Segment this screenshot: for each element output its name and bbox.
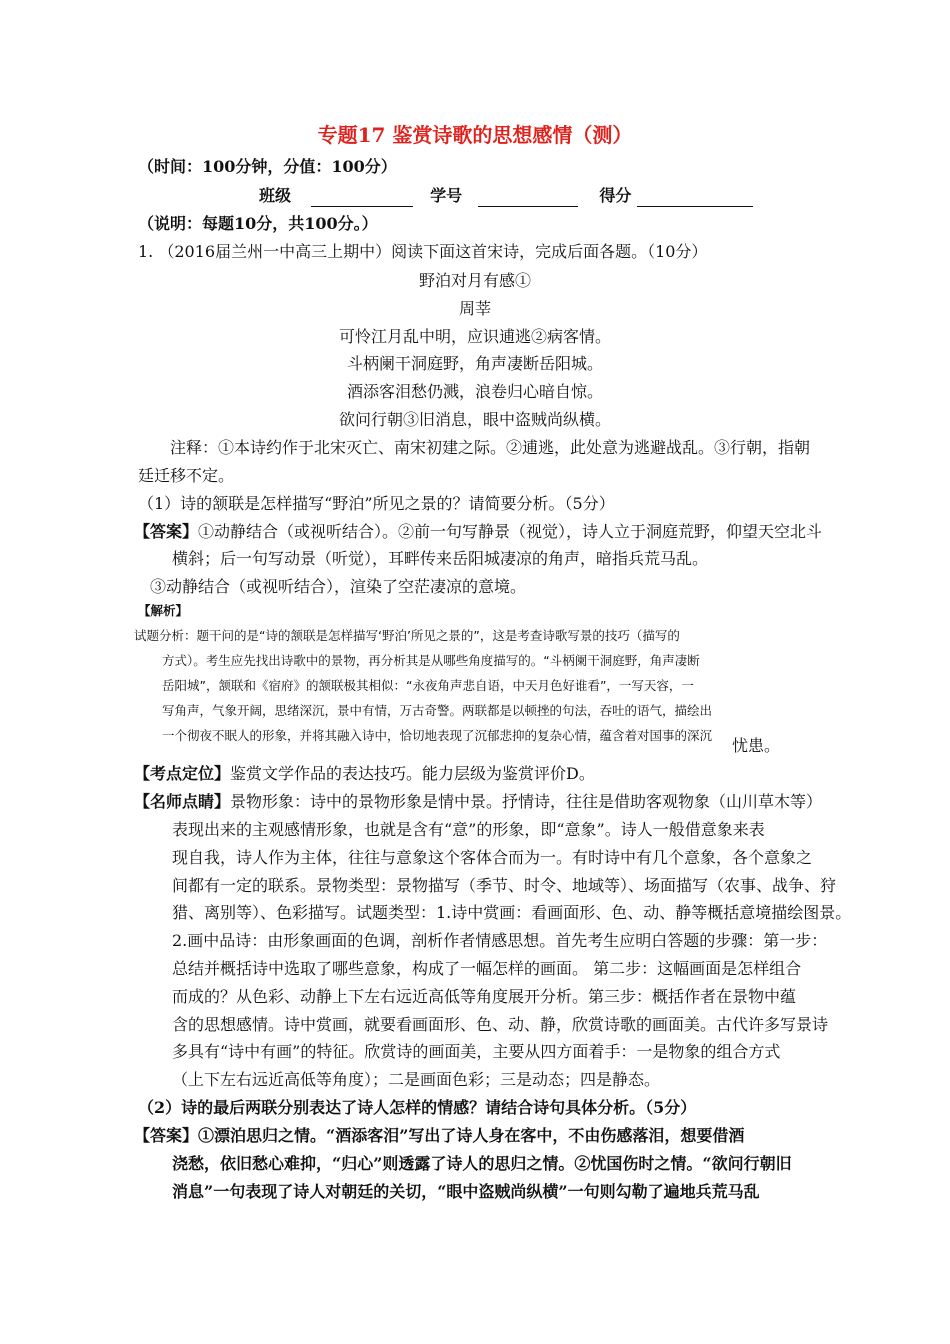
score-blank[interactable] [637,190,753,207]
class-label: 班级 [259,186,292,205]
mingshi-line: 间都有一定的联系。景物类型：景物描写（季节、时令、地域等）、场面描写（农事、战争、狩 [172,876,837,895]
answer-tag: 【答案】 [134,522,199,541]
mingshi-line: 总结并概括诗中选取了哪些意象，构成了一幅怎样的画面。 第二步：这幅画面是怎样组合 [172,959,802,978]
q1-intro: 1. （2016届兰州一中高三上期中）阅读下面这首宋诗，完成后面各题。（10分） [138,242,708,261]
student-info-row [259,185,753,207]
mingshi-line: 含的思想感情。诗中赏画，就要看画面形、色、动、静，欣赏诗歌的画面美。古代许多写景诗 [172,1015,829,1034]
sub2-question: （2）诗的最后两联分别表达了诗人怎样的情感？请结合诗句具体分析。（5分） [138,1098,697,1117]
mingshi-line: 而成的？从色彩、动静上下左右远近高低等角度展开分析。第三步：概括作者在景物中蕴 [172,987,797,1006]
score-label: 得分 [599,186,632,205]
mingshi [134,791,822,813]
analysis-tag: 【解析】 [138,603,189,618]
poem-line: 可怜江月乱中明，应识逋逃②病客情。 [338,327,611,346]
mingshi-tag: 【名师点睛】 [134,792,231,811]
answer-line: ③动静结合（或视听结合），渲染了空茫凄凉的意境。 [150,577,527,596]
analysis-tail: 忧患。 [732,736,781,755]
mingshi-line: 2.画中品诗：由形象画面的色调，剖析作者情感思想。首先考生应明白答题的步骤：第一步： [172,931,828,950]
mingshi-line: 多具有“诗中有画”的特征。欣赏诗的画面美，主要从四方面着手：一是物象的组合方式 [172,1042,781,1061]
poem-line: 斗柄阑干洞庭野，角声凄断岳阳城。 [346,354,603,373]
mingshi-line: 猎、离别等）、色彩描写。试题类型：1.诗中赏画：看画面形、色、动、静等概括意境描绘图景。 [172,903,852,922]
answer-line: ①动静结合（或视听结合）。②前一句写静景（视觉），诗人立于洞庭荒野，仰望天空北斗 [198,522,823,541]
poem-notes: 廷迁移不定。 [138,466,235,485]
analysis-line: 试题分析：题干问的是“诗的颔联是怎样描写‘野泊’所见之景的”，这是考查诗歌写景的技巧（描写的 [134,628,680,643]
id-blank[interactable] [478,190,578,207]
poem-line: 酒添客泪愁仍溅，浪卷归心暗自惊。 [346,382,603,401]
time-score: （时间：100分钟，分值：100分） [138,157,397,176]
kaodian [134,763,595,785]
sub2-answer [134,1125,744,1147]
poem-title: 野泊对月有感① [418,271,531,290]
answer-tag: 【答案】 [134,1126,199,1145]
poem-author: 周莘 [458,299,491,318]
sub1-answer [134,521,822,543]
mingshi-line: 表现出来的主观感情形象，也就是含有“意”的形象，即“意象”。诗人一般借意象来表 [172,820,765,839]
analysis-line: 写角声，气象开阔，思绪深沉，景中有情，万古奇警。两联都是以顿挫的句法，吞吐的语气，描绘出 [162,703,713,718]
poem-notes: 注释：①本诗约作于北宋灭亡、南宋初建之际。②逋逃，此处意为逃避战乱。③行朝，指朝 [170,438,811,457]
mingshi-line: 景物形象：诗中的景物形象是情中景。抒情诗，往往是借助客观物象（山川草木等） [230,792,823,811]
poem-line: 欲问行朝③旧消息，眼中盗贼尚纵横。 [338,410,611,429]
mingshi-line: 现自我，诗人作为主体，往往与意象这个客体合而为一。有时诗中有几个意象，各个意象之 [172,848,813,867]
answer-line: 浇愁，依旧愁心难抑，“归心”则透露了诗人的思归之情。②忧国伤时之情。“欲问行朝旧 [172,1154,792,1173]
class-blank[interactable] [311,190,413,207]
instructions-note: （说明：每题10分，共100分。） [138,214,378,233]
analysis-line: 一个彻夜不眠人的形象，并将其融入诗中，恰切地表现了沉郁悲抑的复杂心情，蕴含着对国事的深沉 [162,728,713,743]
analysis-line: 岳阳城”，颔联和《宿府》的颔联极其相似：“永夜角声悲自语，中天月色好谁看”，一写天容，一 [162,678,694,693]
answer-line: ①漂泊思归之情。“酒添客泪”写出了诗人身在客中，不由伤感落泪，想要借酒 [198,1126,745,1145]
kaodian-text: 鉴赏文学作品的表达技巧。能力层级为鉴赏评价D。 [230,764,595,783]
sub1-question: （1）诗的颔联是怎样描写“野泊”所见之景的？请简要分析。（5分） [138,494,615,513]
analysis-line: 方式）。考生应先找出诗歌中的景物，再分析其是从哪些角度描写的。“斗柄阑干洞庭野，角声凄断 [162,653,700,668]
page-title: 专题17 鉴赏诗歌的思想感情（测） [317,123,633,147]
answer-line: 消息”一句表现了诗人对朝廷的关切，“眼中盗贼尚纵横”一句则勾勒了遍地兵荒马乱 [172,1182,760,1201]
answer-line: 横斜；后一句写动景（听觉），耳畔传来岳阳城凄凉的角声，暗指兵荒马乱。 [172,549,709,568]
id-label: 学号 [430,186,463,205]
kaodian-tag: 【考点定位】 [134,764,231,783]
mingshi-line: （上下左右远近高低等角度）；二是画面色彩；三是动态；四是静态。 [172,1070,661,1089]
